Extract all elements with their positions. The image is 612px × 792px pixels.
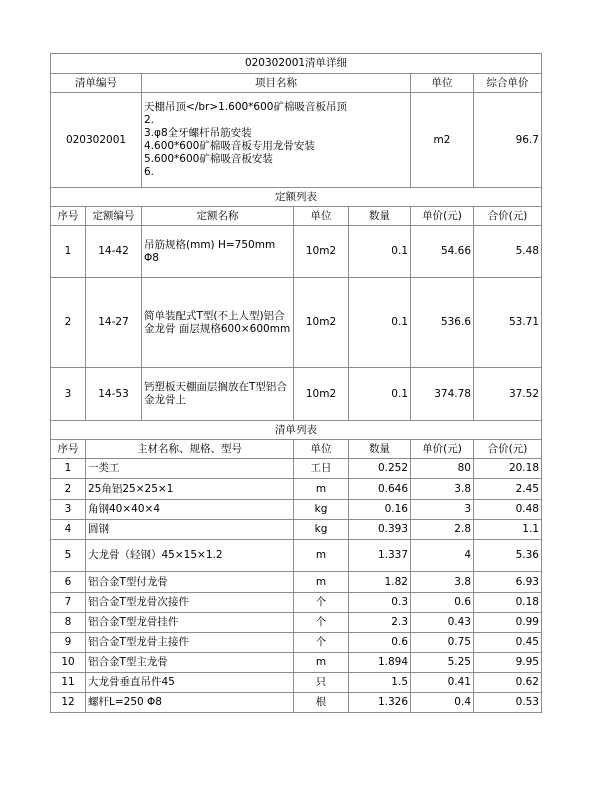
material-seq: 2 [51,479,86,500]
quota-total: 53.71 [474,278,542,368]
quota-row [51,226,542,278]
material-price: 0.6 [411,593,474,613]
material-price: 3.8 [411,572,474,593]
bill-item-name [142,93,411,188]
quota-header-qty: 数量 [349,207,411,226]
quota-header-name: 定额名称 [142,207,294,226]
material-price: 0.43 [411,613,474,633]
material-price: 0.75 [411,633,474,653]
quota-code: 14-27 [86,278,142,368]
bill-code: 020302001 [51,93,142,188]
material-row [51,459,542,479]
material-row [51,673,542,693]
col-header-bill-code: 清单编号 [51,74,142,93]
quota-unit: 10m2 [294,368,349,421]
material-qty: 0.6 [349,633,411,653]
material-name: 圆钢 [86,520,294,540]
material-row [51,693,542,713]
material-seq: 8 [51,613,86,633]
quota-unit: 10m2 [294,226,349,278]
material-row [51,613,542,633]
material-unit: m [294,479,349,500]
col-header-composite-price: 综合单价 [474,74,542,93]
material-name: 铝合金T型付龙骨 [86,572,294,593]
quota-seq: 2 [51,278,86,368]
material-price: 80 [411,459,474,479]
material-row [51,500,542,520]
bill-composite-price: 96.7 [474,93,542,188]
material-row [51,653,542,673]
material-row [51,572,542,593]
material-qty: 0.252 [349,459,411,479]
material-seq: 7 [51,593,86,613]
materials-header-total: 合价(元) [474,440,542,459]
quota-total: 5.48 [474,226,542,278]
material-total: 0.99 [474,613,542,633]
materials-header-qty: 数量 [349,440,411,459]
material-row [51,479,542,500]
quota-unit: 10m2 [294,278,349,368]
material-row [51,540,542,572]
item-name-line: 3.φ8全牙螺杆吊筋安装 [144,127,252,139]
col-header-item-name: 项目名称 [142,74,411,93]
material-price: 5.25 [411,653,474,673]
item-name-line: 天棚吊顶</br>1.600*600矿棉吸音板吊顶 [144,101,347,113]
material-total: 0.62 [474,673,542,693]
material-qty: 2.3 [349,613,411,633]
material-name: 大龙骨垂直吊件45 [86,673,294,693]
quota-name: 吊筋规格(mm) H=750mm Φ8 [142,226,294,278]
material-unit: 根 [294,693,349,713]
bill-detail-table [50,53,542,713]
quota-header-code: 定额编号 [86,207,142,226]
material-row [51,520,542,540]
materials-section-title: 清单列表 [51,421,542,440]
quota-code: 14-42 [86,226,142,278]
material-seq: 3 [51,500,86,520]
material-price: 3 [411,500,474,520]
material-total: 6.93 [474,572,542,593]
quota-seq: 3 [51,368,86,421]
material-name: 一类工 [86,459,294,479]
item-name-line: 6. [144,166,155,178]
material-row [51,593,542,613]
material-unit: kg [294,520,349,540]
material-price: 2.8 [411,520,474,540]
item-name-line: 2. [144,114,155,126]
material-unit: m [294,653,349,673]
material-name: 25角铝25×25×1 [86,479,294,500]
material-seq: 1 [51,459,86,479]
material-price: 0.4 [411,693,474,713]
material-total: 1.1 [474,520,542,540]
quota-qty: 0.1 [349,368,411,421]
material-qty: 1.337 [349,540,411,572]
material-seq: 4 [51,520,86,540]
bill-item-row [51,93,542,188]
material-total: 0.53 [474,693,542,713]
item-name-line: 5.600*600矿棉吸音板安装 [144,153,273,165]
material-qty: 1.5 [349,673,411,693]
material-name: 铝合金T型主龙骨 [86,653,294,673]
material-seq: 11 [51,673,86,693]
material-qty: 1.894 [349,653,411,673]
material-name: 铝合金T型龙骨挂件 [86,613,294,633]
material-unit: kg [294,500,349,520]
quota-code: 14-53 [86,368,142,421]
material-name: 铝合金T型龙骨次接件 [86,593,294,613]
material-seq: 5 [51,540,86,572]
material-unit: 个 [294,613,349,633]
quota-header-total: 合价(元) [474,207,542,226]
material-qty: 1.82 [349,572,411,593]
item-name-line: 4.600*600矿棉吸音板专用龙骨安装 [144,140,315,152]
material-unit: 个 [294,633,349,653]
quota-section-title: 定额列表 [51,188,542,207]
quota-header-unit: 单位 [294,207,349,226]
quota-total: 37.52 [474,368,542,421]
material-total: 20.18 [474,459,542,479]
quota-name: 简单装配式T型(不上人型)铝合金龙骨 面层规格600×600mm [142,278,294,368]
materials-header-price: 单价(元) [411,440,474,459]
material-seq: 10 [51,653,86,673]
quota-qty: 0.1 [349,278,411,368]
material-seq: 6 [51,572,86,593]
material-price: 4 [411,540,474,572]
quota-seq: 1 [51,226,86,278]
material-unit: 工日 [294,459,349,479]
materials-header-seq: 序号 [51,440,86,459]
material-seq: 9 [51,633,86,653]
material-unit: m [294,572,349,593]
material-name: 大龙骨（轻钢）45×15×1.2 [86,540,294,572]
col-header-unit: 单位 [411,74,474,93]
material-unit: 个 [294,593,349,613]
material-total: 5.36 [474,540,542,572]
material-qty: 0.393 [349,520,411,540]
material-total: 0.45 [474,633,542,653]
material-row [51,633,542,653]
material-qty: 0.646 [349,479,411,500]
quota-header-seq: 序号 [51,207,86,226]
material-unit: m [294,540,349,572]
material-unit: 只 [294,673,349,693]
quota-row [51,368,542,421]
material-qty: 0.3 [349,593,411,613]
quota-row [51,278,542,368]
materials-header-name: 主材名称、规格、型号 [86,440,294,459]
material-name: 角钢40×40×4 [86,500,294,520]
bill-unit: m2 [411,93,474,188]
material-total: 2.45 [474,479,542,500]
quota-header-price: 单价(元) [411,207,474,226]
material-qty: 0.16 [349,500,411,520]
material-price: 0.41 [411,673,474,693]
materials-header-unit: 单位 [294,440,349,459]
table-title: 020302001清单详细 [51,54,542,74]
material-price: 3.8 [411,479,474,500]
material-total: 9.95 [474,653,542,673]
quota-price: 54.66 [411,226,474,278]
material-total: 0.18 [474,593,542,613]
quota-name: 钙塑板天棚面层搁放在T型铝合金龙骨上 [142,368,294,421]
material-name: 铝合金T型龙骨主接件 [86,633,294,653]
material-seq: 12 [51,693,86,713]
quota-qty: 0.1 [349,226,411,278]
material-name: 螺杆L=250 Φ8 [86,693,294,713]
quota-price: 374.78 [411,368,474,421]
material-total: 0.48 [474,500,542,520]
material-qty: 1.326 [349,693,411,713]
quota-price: 536.6 [411,278,474,368]
